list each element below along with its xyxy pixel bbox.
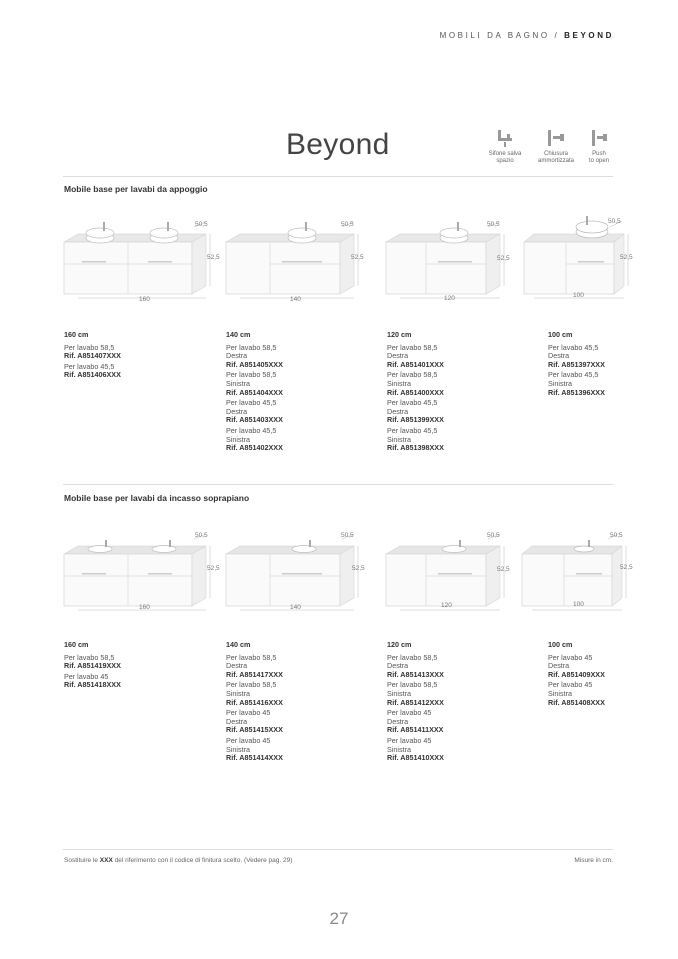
page-title: Beyond <box>286 128 390 161</box>
header-name: BEYOND <box>564 31 614 40</box>
height-label: 52,5 <box>497 255 510 262</box>
variant-entry: Per lavabo 58,5 Rif. A851407XXX <box>64 342 121 361</box>
variant-entry: Per lavabo 45,5 Destra Rif. A851403XXX <box>226 398 283 425</box>
variant-entry: Per lavabo 45 Destra Rif. A851415XXX <box>226 708 283 735</box>
width-label: 140 <box>290 296 301 303</box>
units-note: Misure in cm. <box>574 857 613 864</box>
depth-label: 50,5 <box>341 221 354 228</box>
variant-entry: Per lavabo 58,5 Destra Rif. A851417XXX <box>226 652 283 679</box>
depth-label: 50,5 <box>487 221 500 228</box>
product-size: 140 cm <box>226 640 251 649</box>
footer-note: Sostituire le XXX del riferimento con il codice di finitura scelto. (Vedere pag. 29) <box>64 857 293 864</box>
variant-entry: Per lavabo 45,5 Destra Rif. A851399XXX <box>387 398 444 425</box>
feature-label: Chiusura ammortizzata <box>537 151 574 164</box>
divider <box>63 849 613 850</box>
product-size: 100 cm <box>548 330 573 339</box>
width-label: 100 <box>573 601 584 608</box>
product-description <box>387 641 497 765</box>
variant-entry: Per lavabo 58,5 Destra Rif. A851401XXX <box>387 342 444 369</box>
variant-entry: Per lavabo 45 Destra Rif. A851411XXX <box>387 708 444 735</box>
push-to-open-icon <box>589 128 609 148</box>
product-size: 160 cm <box>64 640 89 649</box>
variant-entry: Per lavabo 45 Destra Rif. A851409XXX <box>548 652 605 679</box>
product-drawing <box>60 526 200 618</box>
product-drawing <box>60 214 200 306</box>
variant-entry: Per lavabo 45 Sinistra Rif. A851410XXX <box>387 735 444 763</box>
page-number: 27 <box>329 909 349 928</box>
feature-siphon <box>480 128 530 165</box>
variant-entry: Per lavabo 45,5 Sinistra Rif. A851402XXX <box>226 425 283 453</box>
product-description <box>64 331 174 382</box>
section-title: Mobile base per lavabi da incasso soprapiano <box>64 493 250 503</box>
soft-close-icon <box>546 128 566 148</box>
width-label: 160 <box>139 604 150 611</box>
variant-entry: Per lavabo 45,5 Sinistra Rif. A851396XXX <box>548 370 605 397</box>
height-label: 52,5 <box>207 254 220 261</box>
product-drawing <box>520 214 660 306</box>
width-label: 160 <box>139 296 150 303</box>
feature-label: Push to open <box>588 151 610 164</box>
variant-entry: Per lavabo 45 Sinistra Rif. A851414XXX <box>226 735 283 763</box>
feature-push-to-open <box>574 128 624 165</box>
width-label: 120 <box>444 295 455 302</box>
variant-entry: Per lavabo 58,5 Sinistra Rif. A851416XXX <box>226 680 283 707</box>
variant-entry: Per lavabo 58,5 Destra Rif. A851413XXX <box>387 652 444 679</box>
height-label: 52,5 <box>352 565 365 572</box>
variant-entry: Per lavabo 45 Sinistra Rif. A851408XXX <box>548 680 605 707</box>
product-size: 160 cm <box>64 330 89 339</box>
height-label: 52,5 <box>351 254 364 261</box>
height-label: 52,5 <box>620 254 633 261</box>
width-label: 140 <box>290 604 301 611</box>
height-label: 52,5 <box>497 566 510 573</box>
variant-entry: Per lavabo 58,5 Destra Rif. A851405XXX <box>226 342 283 369</box>
divider <box>63 484 613 485</box>
variant-entry: Per lavabo 45,5 Rif. A851406XXX <box>64 361 121 380</box>
feature-label: Sifone salva spazio <box>488 151 522 164</box>
product-size: 140 cm <box>226 330 251 339</box>
product-description <box>548 641 658 709</box>
depth-label: 50,5 <box>195 221 208 228</box>
header-prefix: MOBILI DA BAGNO / <box>439 31 560 40</box>
height-label: 52,5 <box>620 564 633 571</box>
product-description <box>387 331 497 455</box>
width-label: 100 <box>573 292 584 299</box>
product-description <box>64 641 174 692</box>
divider <box>63 176 613 177</box>
depth-label: 50,5 <box>610 532 623 539</box>
depth-label: 50,5 <box>341 532 354 539</box>
height-label: 52,5 <box>207 565 220 572</box>
product-description <box>226 641 336 765</box>
variant-entry: Per lavabo 45,5 Sinistra Rif. A851398XXX <box>387 425 444 453</box>
variant-entry: Per lavabo 58,5 Sinistra Rif. A851400XXX <box>387 370 444 397</box>
variant-entry: Per lavabo 45,5 Destra Rif. A851397XXX <box>548 342 605 369</box>
siphon-icon <box>495 128 515 148</box>
section-title: Mobile base per lavabi da appoggio <box>64 184 208 194</box>
product-drawing <box>518 526 658 618</box>
variant-entry: Per lavabo 45 Rif. A851418XXX <box>64 671 121 690</box>
product-description <box>548 331 658 399</box>
product-size: 120 cm <box>387 330 412 339</box>
depth-label: 50,5 <box>487 532 500 539</box>
depth-label: 50,5 <box>195 532 208 539</box>
running-header <box>440 31 614 40</box>
product-description <box>226 331 336 455</box>
product-size: 100 cm <box>548 640 573 649</box>
product-size: 120 cm <box>387 640 412 649</box>
variant-entry: Per lavabo 58,5 Sinistra Rif. A851412XXX <box>387 680 444 707</box>
variant-entry: Per lavabo 58,5 Sinistra Rif. A851404XXX <box>226 370 283 397</box>
width-label: 120 <box>441 602 452 609</box>
variant-entry: Per lavabo 58,5 Rif. A851419XXX <box>64 652 121 671</box>
depth-label: 50,5 <box>608 218 621 225</box>
